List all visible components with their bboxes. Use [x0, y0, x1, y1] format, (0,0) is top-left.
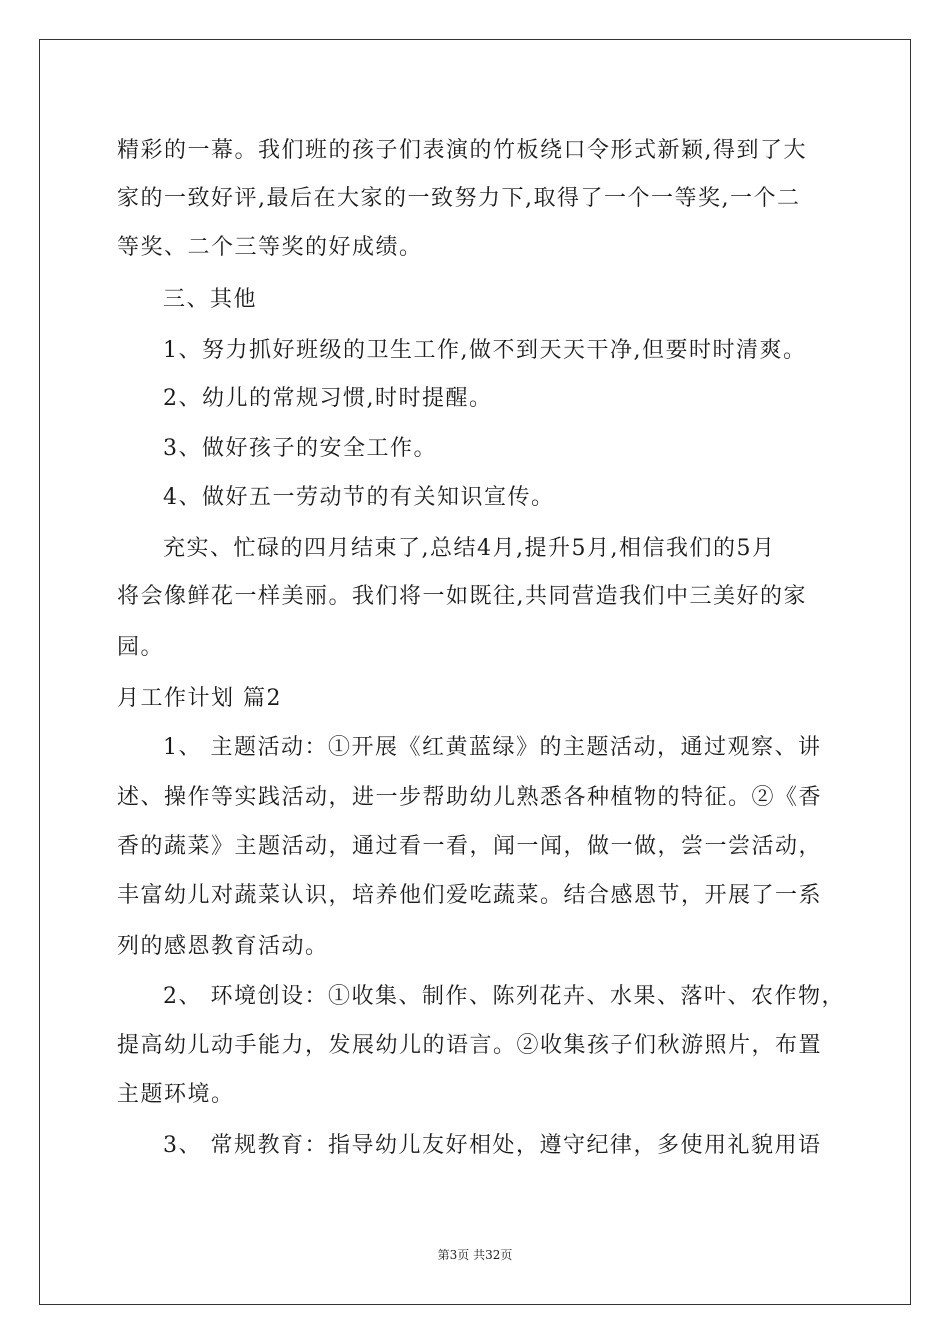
page-border	[39, 39, 911, 1305]
text-line: 2、 环境创设：①收集、制作、陈列花卉、水果、落叶、农作物，	[163, 984, 845, 1009]
text-line: 将会像鲜花一样美丽。我们将一如既往,共同营造我们中三美好的家	[117, 584, 807, 609]
text-line: 2、幼儿的常规习惯,时时提醒。	[163, 386, 493, 411]
section-heading: 三、其他	[163, 287, 258, 312]
page-footer: 第3页 共32页	[437, 1248, 513, 1262]
text-line: 香的蔬菜》主题活动，通过看一看，闻一闻，做一做，尝一尝活动，	[117, 834, 823, 859]
plan-heading: 月工作计划 篇2	[117, 686, 282, 711]
text-line: 精彩的一幕。我们班的孩子们表演的竹板绕口令形式新颖,得到了大	[117, 138, 807, 163]
text-line: 充实、忙碌的四月结束了,总结4月,提升5月,相信我们的5月	[163, 536, 776, 561]
text-line: 家的一致好评,最后在大家的一致努力下,取得了一个一等奖,一个二	[117, 186, 801, 211]
text-line: 提高幼儿动手能力，发展幼儿的语言。②收集孩子们秋游照片，布置	[117, 1033, 823, 1058]
text-line: 4、做好五一劳动节的有关知识宣传。	[163, 485, 555, 510]
text-line: 园。	[117, 635, 165, 660]
text-line: 述、操作等实践活动，进一步帮助幼儿熟悉各种植物的特征。②《香	[117, 785, 823, 810]
text-line: 1、 主题活动：①开展《红黄蓝绿》的主题活动，通过观察、讲	[163, 735, 822, 760]
text-line: 主题环境。	[117, 1082, 235, 1107]
text-line: 1、努力抓好班级的卫生工作,做不到天天干净,但要时时清爽。	[163, 338, 807, 363]
text-line: 等奖、二个三等奖的好成绩。	[117, 235, 423, 260]
text-line: 3、做好孩子的安全工作。	[163, 436, 437, 461]
text-line: 丰富幼儿对蔬菜认识，培养他们爱吃蔬菜。结合感恩节，开展了一系	[117, 883, 823, 908]
text-line: 列的感恩教育活动。	[117, 934, 329, 959]
text-line: 3、 常规教育：指导幼儿友好相处，遵守纪律，多使用礼貌用语	[163, 1133, 822, 1158]
